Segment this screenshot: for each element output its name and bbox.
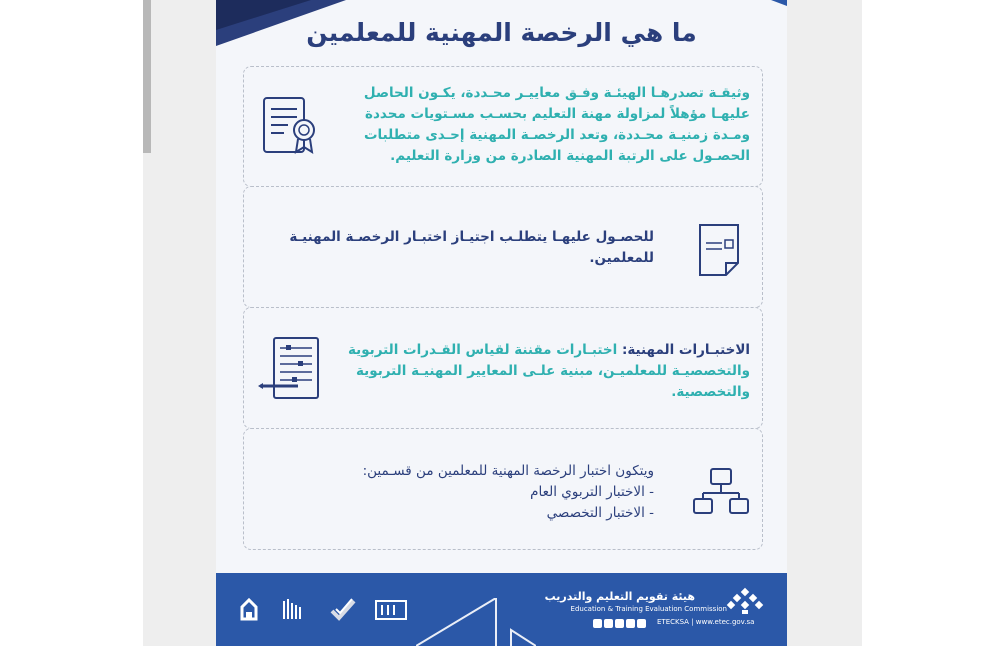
twitter-icon[interactable] bbox=[604, 619, 613, 628]
sections-text bbox=[254, 461, 654, 524]
partner-logos bbox=[236, 595, 416, 623]
requirement-text bbox=[254, 227, 654, 269]
exams-line: اختبـارات مقننة لقياس القـدرات التربوية bbox=[347, 342, 618, 358]
definition-line: وثيقـة تصدرهـا الهيئـة وفـق معاييـر محـددة، يكـون الحاصل bbox=[363, 85, 750, 101]
exams-line: والتخصصيـة للمعلميـن، مبنية علـى المعايير المهنيـة التربوية bbox=[355, 363, 750, 379]
etec-logo-icon bbox=[726, 587, 766, 617]
sections-card bbox=[243, 428, 763, 550]
youtube-icon[interactable] bbox=[615, 619, 624, 628]
org-name-arabic: هيئة تقويم التعليم والتدريب bbox=[544, 590, 695, 603]
exams-label: الاختبـارات المهنية: bbox=[621, 342, 750, 358]
poster bbox=[216, 0, 787, 646]
page-title: ما هي الرخصة المهنية للمعلمين bbox=[306, 18, 697, 47]
requirement-line: للحصـول عليهـا يتطلـب اجتيـاز اختبـار الرخصـة المهنيـة bbox=[289, 229, 654, 245]
definition-line: عليهـا مؤهلاً لمزاولة مهنة التعليم بحسـب مسـتويات محددة bbox=[365, 106, 750, 122]
instagram-icon[interactable] bbox=[626, 619, 635, 628]
definition-line: ومـدة زمنيـة محـددة، وتعد الرخصـة المهنية إحـدى متطلبات bbox=[363, 127, 750, 143]
exams-line: والتخصصية. bbox=[671, 384, 750, 400]
org-name-english: Education & Training Evaluation Commission bbox=[570, 605, 727, 613]
certificate-icon bbox=[262, 96, 322, 158]
exams-card bbox=[243, 307, 763, 429]
requirement-card bbox=[243, 186, 763, 308]
sections-line: ويتكون اختبار الرخصة المهنية للمعلمين من قسـمين: bbox=[362, 463, 654, 479]
definition-text bbox=[330, 83, 750, 167]
scrollbar[interactable] bbox=[143, 0, 151, 153]
definition-line: الحصـول على الرتبة المهنية الصادرة من وزارة التعليم. bbox=[390, 148, 750, 164]
website-handle[interactable]: ETECKSA | www.etec.gov.sa bbox=[657, 618, 755, 626]
section-general: - الاختبار التربوي العام bbox=[530, 484, 654, 500]
linkedin-icon[interactable] bbox=[637, 619, 646, 628]
exams-text bbox=[330, 340, 750, 403]
facebook-icon[interactable] bbox=[593, 619, 602, 628]
requirement-line: للمعلمين. bbox=[589, 250, 654, 266]
hierarchy-icon bbox=[692, 467, 750, 517]
document-edit-icon bbox=[698, 223, 742, 277]
social-icons bbox=[593, 619, 655, 629]
footer bbox=[216, 573, 787, 646]
definition-card bbox=[243, 66, 763, 187]
footer-artwork bbox=[416, 598, 536, 646]
test-sheet-icon bbox=[258, 336, 322, 402]
section-specialized: - الاختبار التخصصي bbox=[546, 505, 654, 521]
